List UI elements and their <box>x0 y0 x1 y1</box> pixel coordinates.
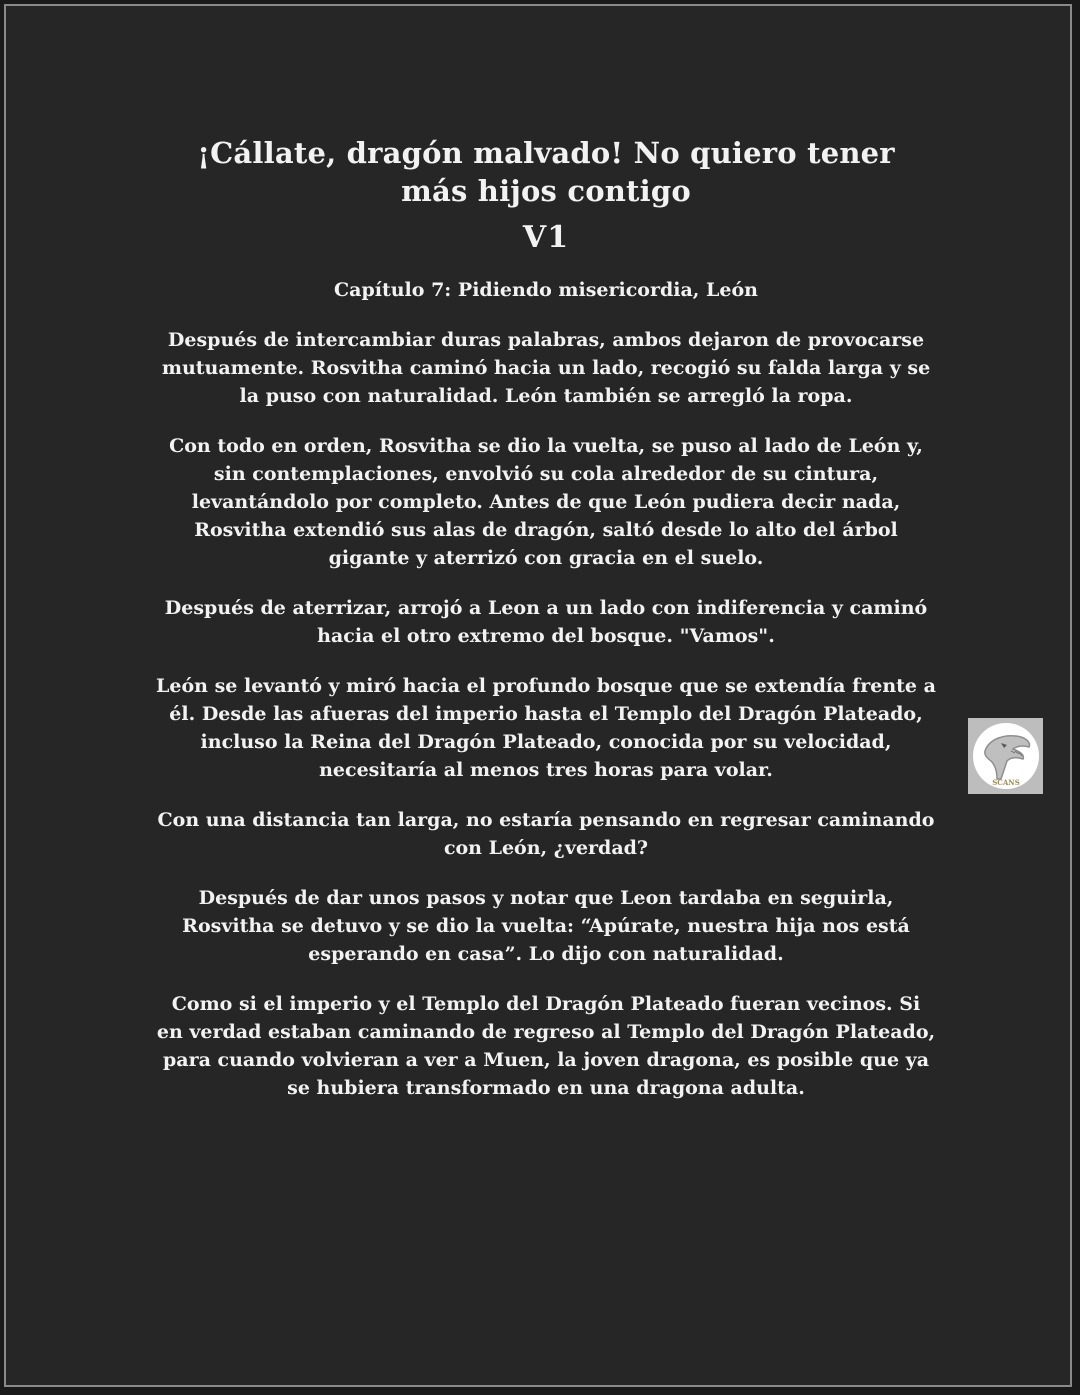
document-title <box>156 134 936 210</box>
paragraph-6: Después de dar unos pasos y notar que Leon tardaba en seguirla, Rosvitha se detuvo y se dio la vuelta: “Apúrate, nuestra hija nos está esperando en casa”. Lo dijo con naturalidad. <box>182 887 910 965</box>
watermark-text: SCANS <box>991 778 1020 787</box>
paragraph-2: Con todo en orden, Rosvitha se dio la vuelta, se puso al lado de León y, sin contemplaciones, envolvió su cola alrededor de su cintura, levantándolo por completo. Antes de que León pudiera decir nada, Rosvitha extendió sus alas de dragón, saltó desde lo alto del árbol gigante y aterrizó con gracia en el suelo. <box>169 435 923 569</box>
document-content <box>156 134 936 1102</box>
paragraph-1: Después de intercambiar duras palabras, ambos dejaron de provocarse mutuamente. Rosvitha caminó hacia un lado, recogió su falda larga y se la puso con naturalidad. León también se arregló la ropa. <box>161 329 931 407</box>
chapter-heading: Capítulo 7: Pidiendo misericordia, León <box>334 279 758 301</box>
document-page <box>4 4 1072 1387</box>
volume-label: V1 <box>522 220 570 255</box>
dragon-scans-logo-icon <box>971 721 1041 791</box>
paragraph-5: Con una distancia tan larga, no estaría pensando en regresar caminando con León, ¿verdad? <box>157 809 935 859</box>
paragraph-7: Como si el imperio y el Templo del Dragón Plateado fueran vecinos. Si en verdad estaban caminando de regreso al Templo del Dragón Plateado, para cuando volvieran a ver a Muen, la joven dragona, es posible que ya se hubiera transformado en una dragona adulta. <box>156 993 936 1099</box>
scanlation-watermark <box>968 718 1043 794</box>
title-line-1: ¡Cállate, dragón malvado! No quiero tener <box>197 136 895 170</box>
paragraph-3: Después de aterrizar, arrojó a Leon a un lado con indiferencia y caminó hacia el otro extremo del bosque. "Vamos". <box>164 597 928 647</box>
paragraph-4: León se levantó y miró hacia el profundo bosque que se extendía frente a él. Desde las afueras del imperio hasta el Templo del Dragón Plateado, incluso la Reina del Dragón Plateado, conocida por su velocidad, necesitaría al menos tres horas para volar. <box>156 675 936 781</box>
title-line-2: más hijos contigo <box>401 174 691 208</box>
